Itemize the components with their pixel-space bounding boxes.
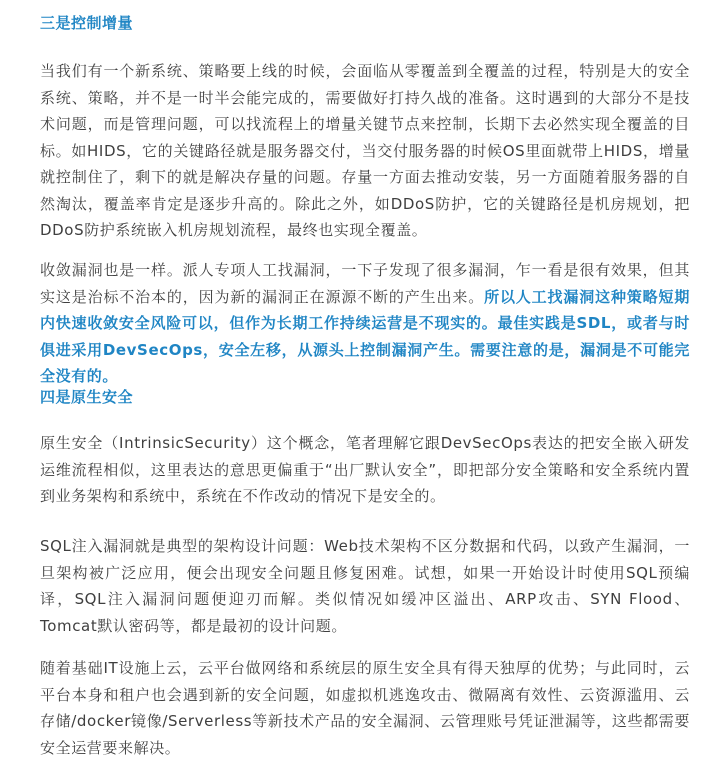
paragraph-vulnerability-emphasis-text: 所以人工找漏洞这种策略短期内快速收敛安全风险可以，但作为长期工作持续运营是不现实的。最佳实践是SDL，或者与时俱进采用DevSecOps，安全左移，从源头上控制漏洞产生。需要注意的是，漏洞是不可能完全没有的。 (40, 287, 690, 385)
paragraph-sql-injection: SQL注入漏洞就是典型的架构设计问题：Web技术架构不区分数据和代码，以致产生漏洞，一旦架构被广泛应用，便会出现安全问题且修复困难。试想，如果一开始设计时使用SQL预编译，SQL注入漏洞问题便迎刃而解。类似情况如缓冲区溢出、ARP攻击、SYN Flood、Tomcat默认密码等，都是最初的设计问题。 (40, 537, 690, 635)
paragraph-vulnerability-plain-text: 收敛漏洞也是一样。派人专项人工找漏洞，一下子发现了很多漏洞，乍一看是很有效果，但其实这是治标不治本的，因为新的漏洞正在源源不断的产生出来。 (40, 261, 690, 306)
paragraph-vulnerability-convergence (40, 257, 690, 390)
paragraph-cloud-native-security: 随着基础IT设施上云，云平台做网络和系统层的原生安全具有得天独厚的优势；与此同时，云平台本身和租户也会遇到新的安全问题，如虚拟机逃逸攻击、微隔离有效性、云资源滥用、云存储/docker镜像/Serverless等新技术产品的安全漏洞、云管理账号凭证泄漏等，这些都需要安全运营要来解决。 (40, 659, 690, 757)
section-heading-control-increment: 三是控制增量 (40, 14, 134, 32)
paragraph-intrinsic-security: 原生安全（IntrinsicSecurity）这个概念，笔者理解它跟DevSecOps表达的把安全嵌入研发运维流程相似，这里表达的意思更偏重于“出厂默认安全”，即把部分安全策略和安全系统内置到业务架构和系统中，系统在不作改动的情况下是安全的。 (40, 434, 690, 505)
section-heading-native-security: 四是原生安全 (40, 388, 134, 406)
paragraph-incremental-coverage: 当我们有一个新系统、策略要上线的时候，会面临从零覆盖到全覆盖的过程，特别是大的安全系统、策略，并不是一时半会能完成的，需要做好打持久战的准备。这时遇到的大部分不是技术问题，而是管理问题，可以找流程上的增量关键节点来控制，长期下去必然实现全覆盖的目标。如HIDS，它的关键路径就是服务器交付，当交付服务器的时候OS里面就带上HIDS，增量就控制住了，剩下的就是解决存量的问题。存量一方面去推动安装，另一方面随着服务器的自然淘汰，覆盖率肯定是逐步升高的。除此之外，如DDoS防护，它的关键路径是机房规划，把DDoS防护系统嵌入机房规划流程，最终也实现全覆盖。 (40, 62, 690, 239)
